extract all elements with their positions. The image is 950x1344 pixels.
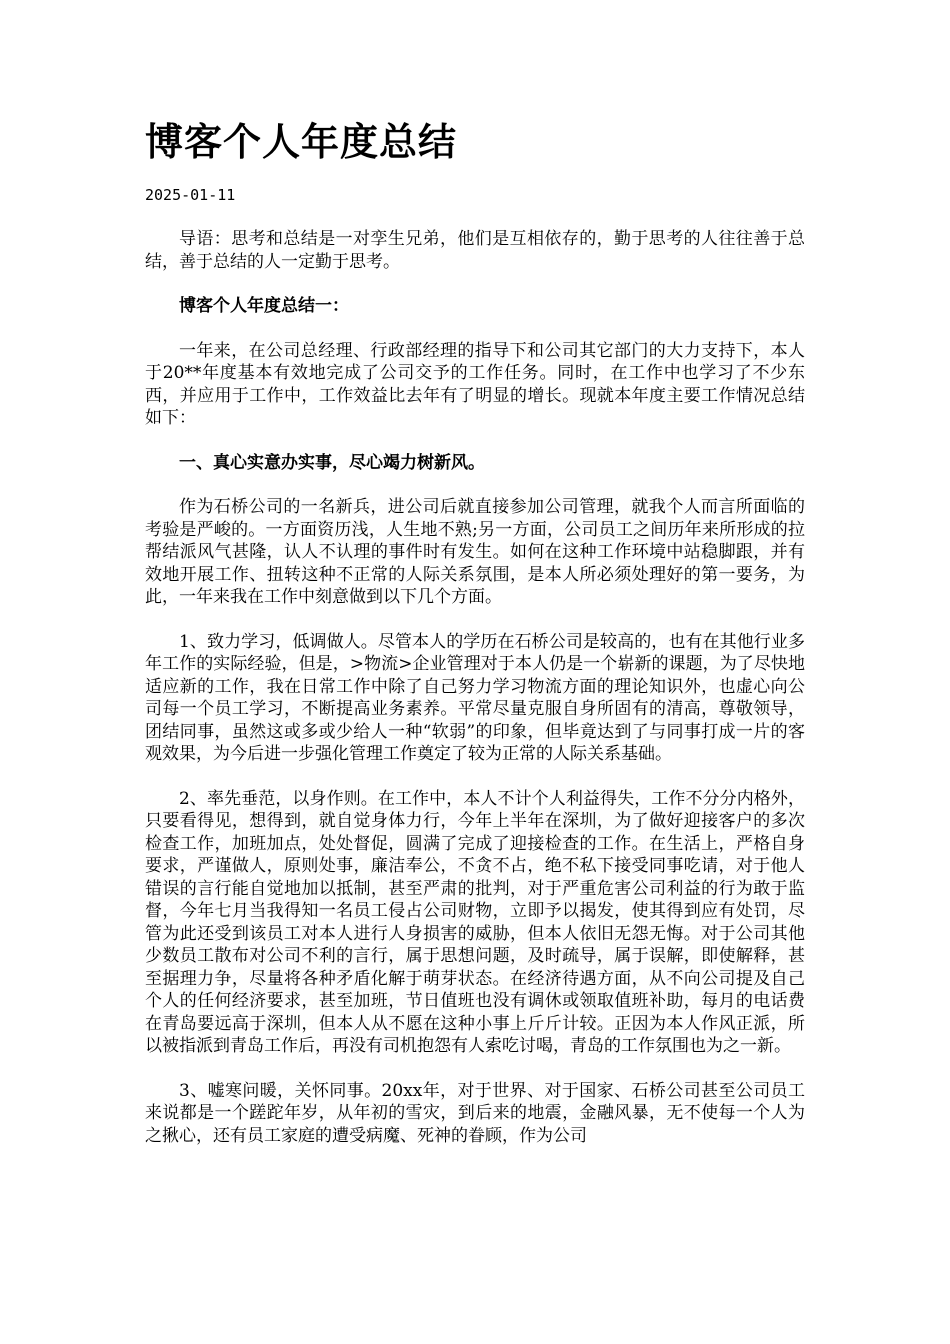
paragraph-4: 2、率先垂范，以身作则。在工作中，本人不计个人利益得失，工作不分分内格外，只要看得见，想得到，就自觉身体力行，今年上半年在深圳，为了做好迎接客户的多次检查工作，加班加点，处处督促，圆满了完成了迎接检查的工作。在生活上，严格自身要求，严谨做人，原则处事，廉洁奉公，不贪不占，绝不私下接受同事吃请，对于他人错误的言行能自觉地加以抵制，甚至严肃的批判，对于严重危害公司利益的行为敢于监督，今年七月当我得知一名员工侵占公司财物，立即予以揭发，使其得到应有处罚，尽管为此还受到该员工对本人进行人身损害的威胁，但本人依旧无怨无悔。对于公司其他少数员工散布对公司不利的言行，属于思想问题，及时疏导，属于误解，即使解释，甚至据理力争，尽量将各种矛盾化解于萌芽状态。在经济待遇方面，从不向公司提及自己个人的任何经济要求，甚至加班，节日值班也没有调休或领取值班补助，每月的电话费在青岛要远高于深圳，但本人从不愿在这种小事上斤斤计较。正因为本人作风正派，所以被指派到青岛工作后，再没有司机抱怨有人索吃讨喝，青岛的工作氛围也为之一新。 xyxy=(145,788,805,1056)
section-title: 博客个人年度总结一： xyxy=(179,296,349,316)
paragraph-2: 作为石桥公司的一名新兵，进公司后就直接参加公司管理，就我个人而言所面临的考验是严峻的。一方面资历浅，人生地不熟;另一方面，公司员工之间历年来所形成的拉帮结派风气甚隆，认人不认理的事件时有发生。如何在这种工作环境中站稳脚跟，并有效地开展工作、扭转这种不正常的人际关系氛围，是本人所必须处理好的第一要务，为此，一年来我在工作中刻意做到以下几个方面。 xyxy=(145,497,805,607)
spacer xyxy=(145,609,805,631)
paragraph-5: 3、嘘寒问暖，关怀同事。20xx年，对于世界、对于国家、石桥公司甚至公司员工来说都是一个蹉跎年岁，从年初的雪灾，到后来的地震，金融风暴，无不使每一个人为之揪心，还有员工家庭的遭受病魔、死神的眷顾，作为公司 xyxy=(145,1080,805,1146)
spacer xyxy=(145,206,805,228)
spacer xyxy=(145,318,805,340)
spacer xyxy=(145,766,805,788)
intro-paragraph: 导语：思考和总结是一对孪生兄弟，他们是互相依存的，勤于思考的人往往善于总结，善于总结的人一定勤于思考。 xyxy=(145,229,805,272)
spacer xyxy=(145,474,805,496)
paragraph-3: 1、致力学习，低调做人。尽管本人的学历在石桥公司是较高的，也有在其他行业多年工作的实际经验，但是，>物流>企业管理对于本人仍是一个崭新的课题，为了尽快地适应新的工作，我在日常工作中除了自己努力学习物流方面的理论知识外，也虚心向公司每一个员工学习，不断提高业务素养。平常尽量克服自身所固有的清高，尊敬领导，团结同事，虽然这或多或少给人一种“软弱”的印象，但毕竟达到了与同事打成一片的客观效果，为今后进一步强化管理工作奠定了较为正常的人际关系基础。 xyxy=(145,631,805,764)
document-title: 博客个人年度总结 xyxy=(145,120,458,164)
spacer xyxy=(145,430,805,452)
heading-1: 一、真心实意办实事，尽心竭力树新风。 xyxy=(179,452,485,473)
spacer xyxy=(145,273,805,295)
publish-date: 2025-01-11 xyxy=(145,186,236,204)
spacer xyxy=(145,1058,805,1080)
document-page xyxy=(145,112,805,1147)
paragraph-1: 一年来，在公司总经理、行政部经理的指导下和公司其它部门的大力支持下，本人于20**年度基本有效地完成了公司交予的工作任务。同时，在工作中也学习了不少东西，并应用于工作中，工作效益比去年有了明显的增长。现就本年度主要工作情况总结如下： xyxy=(145,340,805,428)
